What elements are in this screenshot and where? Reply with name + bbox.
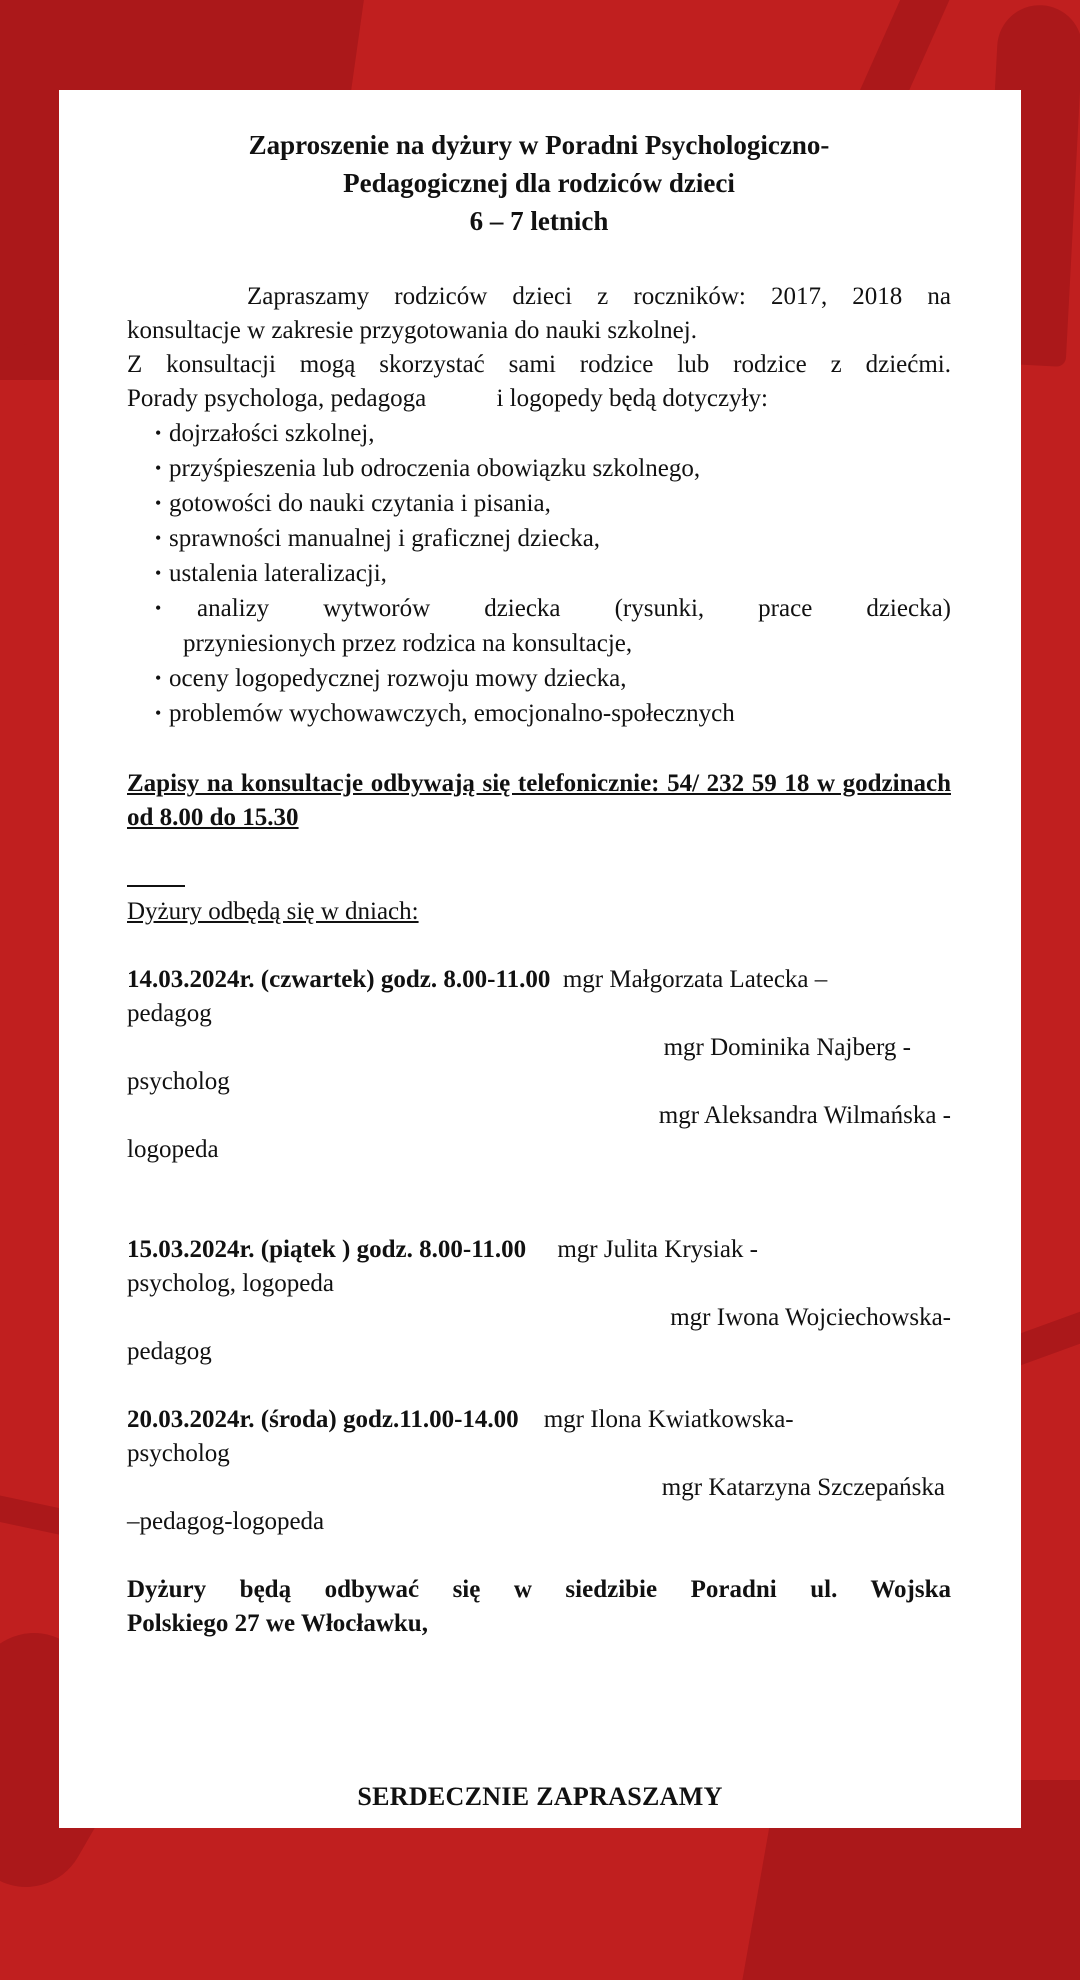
duty-day-header: [127, 1233, 951, 1267]
list-item: • sprawności manualnej i graficznej dziecka,: [155, 521, 951, 556]
title-line: Pedagogicznej dla rodziców dzieci: [343, 168, 735, 198]
closing-text: SERDECZNIE ZAPRASZAMY: [357, 1782, 723, 1811]
title-line: 6 – 7 letnich: [469, 206, 609, 236]
list-item: • oceny logopedycznej rozwoju mowy dziecka,: [155, 661, 951, 696]
duty-day: [127, 1403, 951, 1539]
page-title: [127, 126, 951, 240]
topics-list: [127, 416, 951, 731]
intro-text: Porady psychologa, pedagoga: [127, 385, 427, 412]
duty-day-header: [127, 1403, 951, 1437]
days-heading: Dyżury odbędą się w dniach:: [127, 898, 419, 925]
staff-role: pedagog: [127, 1338, 212, 1365]
invitation-card: [59, 90, 1021, 1828]
duty-date: 15.03.2024r. (piątek ) godz. 8.00-11.00: [127, 1236, 527, 1263]
signup-info: Zapisy na konsultacje odbywają się telefonicznie: 54/ 232 59 18 w godzinach od 8.00 do 15.30: [127, 770, 951, 831]
staff-name: mgr Dominika Najberg -: [663, 1034, 911, 1061]
intro-line: Zapraszamy rodziców dzieci z roczników: 2017, 2018 na: [247, 283, 951, 310]
duty-day-header: [127, 963, 951, 997]
staff-role: psycholog: [127, 1068, 230, 1095]
intro-line: [127, 382, 951, 416]
staff-name: mgr Aleksandra Wilmańska -: [658, 1102, 951, 1129]
staff-role: logopeda: [127, 1136, 219, 1163]
staff-role: pedagog: [127, 1000, 212, 1027]
staff-name: mgr Julita Krysiak -: [557, 1236, 758, 1263]
list-item: [155, 591, 951, 661]
intro-paragraph: [127, 280, 951, 416]
list-item: • gotowości do nauki czytania i pisania,: [155, 486, 951, 521]
staff-role: psycholog, logopeda: [127, 1270, 334, 1297]
list-item: • przyśpieszenia lub odroczenia obowiązku szkolnego,: [155, 451, 951, 486]
intro-text: i logopedy będą dotyczyły:: [496, 385, 768, 412]
list-item-line: przyniesionych przez rodzica na konsultacje,: [183, 630, 633, 657]
staff-name: mgr Małgorzata Latecka –: [562, 966, 828, 993]
divider: [127, 885, 185, 887]
duty-day: [127, 963, 951, 1167]
invitation-content: [127, 126, 951, 1641]
intro-line: konsultacje w zakresie przygotowania do nauki szkolnej.: [127, 317, 697, 344]
staff-name: mgr Iwona Wojciechowska-: [670, 1304, 951, 1331]
location-line: Dyżury będą odbywać się w siedzibie Poradni ul. Wojska: [127, 1576, 951, 1603]
staff-role: psycholog: [127, 1440, 230, 1467]
location-info: [127, 1573, 951, 1641]
staff-name: mgr Ilona Kwiatkowska-: [543, 1406, 794, 1433]
duty-date: 14.03.2024r. (czwartek) godz. 8.00-11.00: [127, 966, 551, 993]
list-item-line: • analizy wytworów dziecka (rysunki, prace dziecka): [197, 595, 951, 622]
list-item: • dojrzałości szkolnej,: [155, 416, 951, 451]
duty-date: 20.03.2024r. (środa) godz.11.00-14.00: [127, 1406, 519, 1433]
location-line: Polskiego 27 we Włocławku,: [127, 1610, 428, 1637]
duty-day: [127, 1233, 951, 1369]
intro-line: Z konsultacji mogą skorzystać sami rodzice lub rodzice z dziećmi.: [127, 351, 951, 378]
staff-name: mgr Katarzyna Szczepańska: [661, 1474, 945, 1501]
title-line: Zaproszenie na dyżury w Poradni Psychologiczno-: [248, 130, 830, 160]
staff-role: –pedagog-logopeda: [127, 1508, 325, 1535]
list-item: • ustalenia lateralizacji,: [155, 556, 951, 591]
list-item: • problemów wychowawczych, emocjonalno-społecznych: [155, 696, 951, 731]
